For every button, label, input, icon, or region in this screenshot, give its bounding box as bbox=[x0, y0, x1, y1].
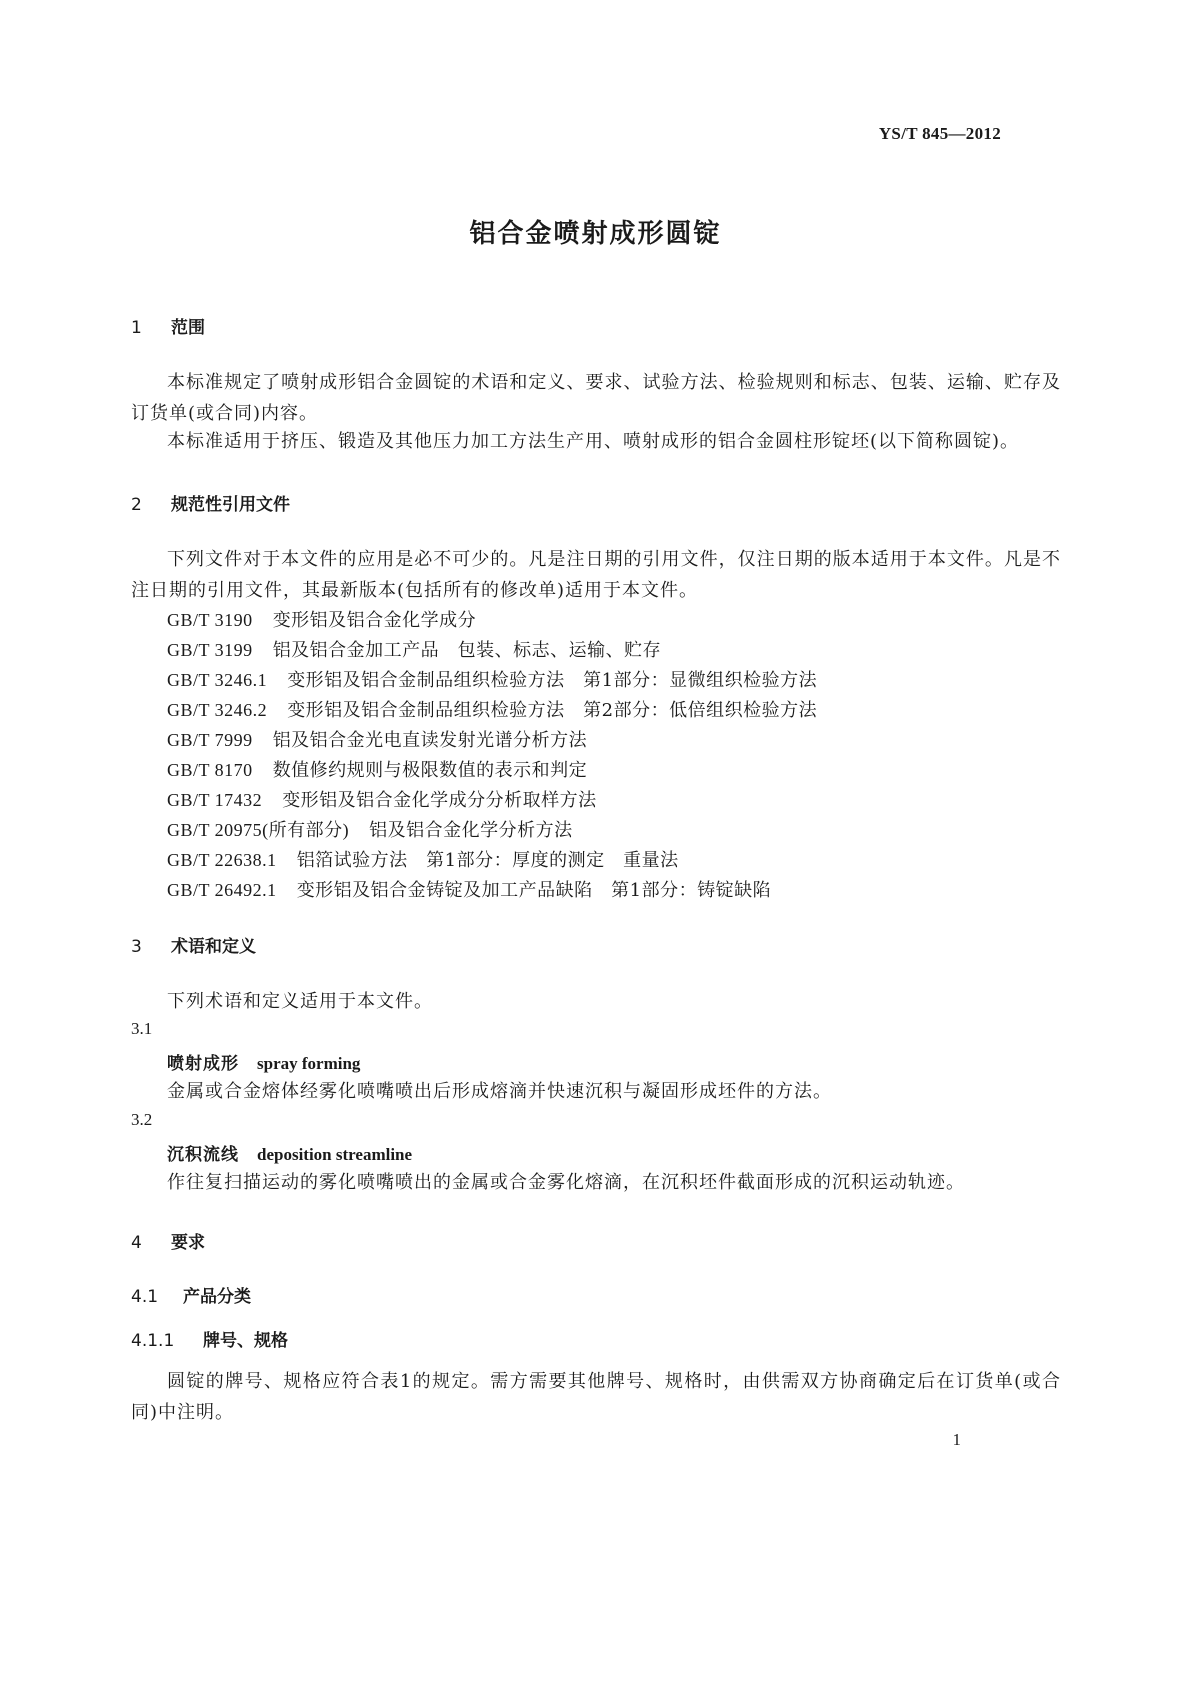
section-title: 产品分类 bbox=[183, 1287, 251, 1307]
reference-code: GB/T 3246.2 bbox=[167, 700, 268, 720]
section-number: 4.1.1 bbox=[131, 1331, 175, 1351]
reference-code: GB/T 20975(所有部分) bbox=[167, 820, 350, 840]
reference-title: 铝及铝合金加工产品 包装、标志、运输、贮存 bbox=[272, 640, 662, 661]
section-3-heading bbox=[131, 932, 256, 957]
section-number: 2 bbox=[131, 495, 142, 515]
section-2-heading bbox=[131, 490, 290, 515]
reference-title: 变形铝及铝合金化学成分分析取样方法 bbox=[282, 790, 597, 811]
reference-title: 变形铝及铝合金铸锭及加工产品缺陷 第1部分：铸锭缺陷 bbox=[296, 880, 772, 901]
reference-title: 变形铝及铝合金化学成分 bbox=[272, 610, 477, 631]
subsection-4-1-1-heading bbox=[131, 1326, 288, 1351]
section-4-heading bbox=[131, 1228, 205, 1253]
standard-code: YS/T 845—2012 bbox=[878, 124, 1001, 143]
section-number: 4 bbox=[131, 1233, 142, 1253]
reference-item bbox=[167, 816, 573, 842]
term-heading bbox=[167, 1049, 360, 1074]
reference-item bbox=[167, 726, 587, 752]
paragraph: 下列术语和定义适用于本文件。 bbox=[167, 991, 433, 1012]
section-title: 牌号、规格 bbox=[203, 1331, 288, 1351]
page-title: 铝合金喷射成形圆锭 bbox=[469, 219, 722, 249]
reference-item bbox=[167, 606, 476, 632]
section-title: 范围 bbox=[171, 318, 205, 338]
term-en: spray forming bbox=[257, 1054, 361, 1073]
term-definition: 作往复扫描运动的雾化喷嘴喷出的金属或合金雾化熔滴，在沉积坯件截面形成的沉积运动轨迹。 bbox=[167, 1172, 965, 1193]
reference-code: GB/T 7999 bbox=[167, 730, 253, 750]
reference-code: GB/T 3246.1 bbox=[167, 670, 268, 690]
reference-code: GB/T 22638.1 bbox=[167, 850, 277, 870]
paragraph: 下列文件对于本文件的应用是必不可少的。凡是注日期的引用文件，仅注日期的版本适用于本文件。凡是不注日期的引用文件，其最新版本(包括所有的修改单)适用于本文件。 bbox=[131, 549, 1061, 601]
reference-title: 数值修约规则与极限数值的表示和判定 bbox=[272, 760, 588, 781]
section-1-heading bbox=[131, 313, 205, 338]
section-title: 要求 bbox=[171, 1233, 205, 1253]
reference-code: GB/T 8170 bbox=[167, 760, 253, 780]
reference-item bbox=[167, 876, 771, 902]
reference-item bbox=[167, 696, 817, 722]
paragraph: 圆锭的牌号、规格应符合表1的规定。需方需要其他牌号、规格时，由供需双方协商确定后在订货单(或合同)中注明。 bbox=[131, 1371, 1061, 1423]
reference-item bbox=[167, 846, 679, 872]
term-en: deposition streamline bbox=[257, 1145, 413, 1164]
term-heading bbox=[167, 1140, 412, 1165]
term-number: 3.2 bbox=[131, 1110, 153, 1129]
subsection-4-1-heading bbox=[131, 1282, 251, 1307]
reference-item bbox=[167, 786, 597, 812]
reference-title: 铝及铝合金光电直读发射光谱分析方法 bbox=[272, 730, 588, 751]
reference-code: GB/T 3190 bbox=[167, 610, 253, 630]
reference-item bbox=[167, 666, 817, 692]
term-definition: 金属或合金熔体经雾化喷嘴喷出后形成熔滴并快速沉积与凝固形成坯件的方法。 bbox=[167, 1081, 832, 1102]
reference-title: 变形铝及铝合金制品组织检验方法 第1部分：显微组织检验方法 bbox=[287, 670, 818, 691]
reference-item bbox=[167, 636, 661, 662]
section-number: 4.1 bbox=[131, 1287, 159, 1307]
reference-code: GB/T 17432 bbox=[167, 790, 263, 810]
section-number: 3 bbox=[131, 937, 142, 957]
reference-code: GB/T 26492.1 bbox=[167, 880, 277, 900]
reference-title: 铝及铝合金化学分析方法 bbox=[369, 820, 573, 841]
term-number: 3.1 bbox=[131, 1019, 153, 1038]
reference-title: 铝箔试验方法 第1部分：厚度的测定 重量法 bbox=[296, 850, 679, 871]
paragraph: 本标准规定了喷射成形铝合金圆锭的术语和定义、要求、试验方法、检验规则和标志、包装、运输、贮存及订货单(或合同)内容。 bbox=[131, 372, 1061, 424]
reference-item bbox=[167, 756, 587, 782]
section-title: 术语和定义 bbox=[171, 937, 256, 957]
paragraph: 本标准适用于挤压、锻造及其他压力加工方法生产用、喷射成形的铝合金圆柱形锭坯(以下简称圆锭)。 bbox=[167, 431, 1020, 452]
page-number: 1 bbox=[952, 1430, 961, 1449]
term-cn: 喷射成形 bbox=[167, 1054, 239, 1074]
section-title: 规范性引用文件 bbox=[171, 495, 290, 515]
reference-code: GB/T 3199 bbox=[167, 640, 253, 660]
term-cn: 沉积流线 bbox=[167, 1145, 239, 1165]
reference-title: 变形铝及铝合金制品组织检验方法 第2部分：低倍组织检验方法 bbox=[287, 700, 818, 721]
section-number: 1 bbox=[131, 318, 142, 338]
